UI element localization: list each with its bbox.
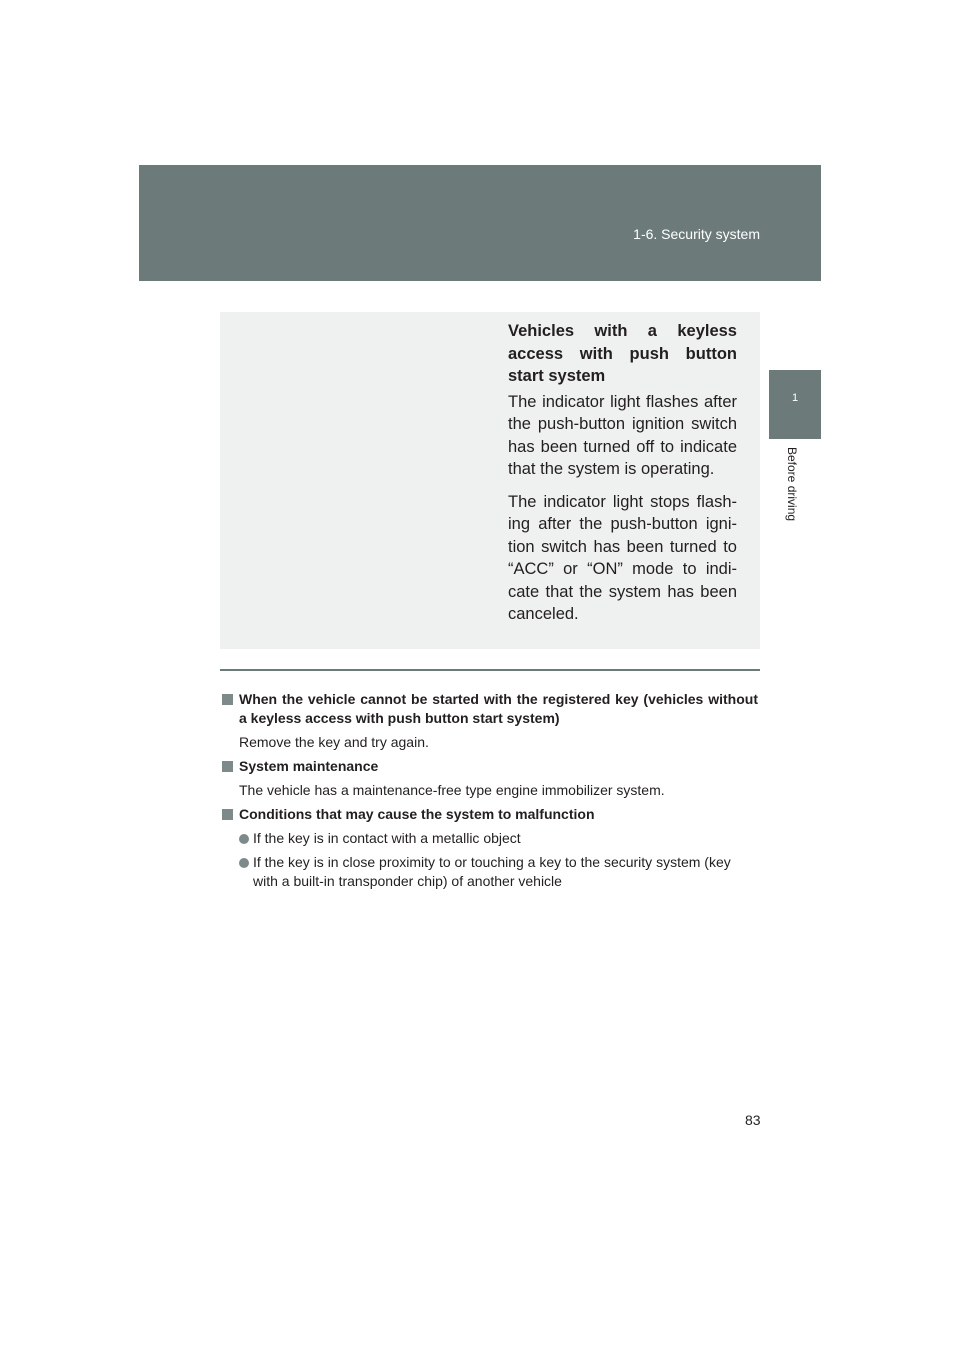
section-title: 1-6. Security system (633, 226, 760, 242)
info-box-text (508, 320, 737, 636)
square-bullet-icon (222, 809, 233, 820)
chapter-number: 1 (791, 392, 799, 404)
notes-section (222, 690, 758, 896)
header-band (139, 165, 821, 281)
note-body: Remove the key and try again. (239, 734, 429, 750)
note-heading-text: Conditions that may cause the system to malfunction (239, 806, 595, 822)
bullet-text: If the key is in contact with a metallic object (253, 830, 521, 846)
info-box (220, 312, 760, 649)
square-bullet-icon (222, 761, 233, 772)
note-heading (222, 805, 758, 824)
section-divider (220, 669, 760, 671)
page-number: 83 (745, 1112, 761, 1128)
square-bullet-icon (222, 694, 233, 705)
info-box-heading: Vehicles with a keyless access with push button start system (508, 322, 737, 385)
note-heading (222, 757, 758, 776)
round-bullet-icon (239, 834, 249, 844)
chapter-tab (769, 370, 821, 439)
bullet-item (239, 853, 758, 891)
chapter-label: Before driving (785, 447, 799, 522)
note-heading-text: When the vehicle cannot be started with the registered key (vehicles without a keyless access with push button start system) (239, 691, 758, 726)
info-box-paragraph: The indicator light flashes after the push-button ignition switch has been turned off to indicate that the system is operating. (508, 392, 737, 478)
info-box-paragraph: The indicator light stops flash-ing after the push-button igni-tion switch has been turned to “ACC” or “ON” mode to indi-cate that the system has been canceled. (508, 492, 737, 623)
bullet-item (239, 829, 758, 848)
note-body: The vehicle has a maintenance-free type engine immobilizer system. (239, 782, 665, 798)
bullet-text: If the key is in close proximity to or touching a key to the security system (key with a built-in transponder chip) of another vehicle (253, 854, 731, 889)
note-heading (222, 690, 758, 728)
note-heading-text: System maintenance (239, 758, 379, 774)
round-bullet-icon (239, 858, 249, 868)
